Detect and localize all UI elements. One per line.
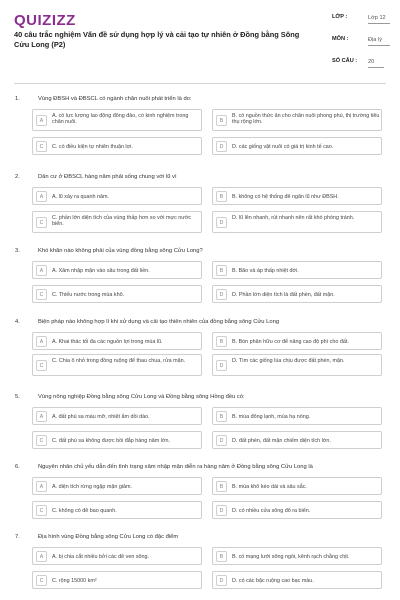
option-letter: B [216,115,227,126]
option-letter: A [36,265,47,276]
option-text: B. có nguồn thức ăn cho chăn nuôi phong phú, thị trường tiêu thụ rộng lớn. [232,113,380,126]
option-letter: D [216,141,227,152]
option-text: B. Bão và áp thấp nhiệt đới. [232,267,299,274]
question-text: Khó khăn nào không phải của vùng đồng bằng sông Cửu Long? [38,248,203,254]
meta-label-subject: MÔN : [332,36,349,42]
option-letter: B [216,336,227,347]
option-text: A. bị chia cắt nhiều bởi các đê ven sông. [52,553,150,560]
option-letter: D [216,360,227,371]
option-b[interactable] [212,261,382,279]
question-number: 7. [15,534,20,540]
option-text: D. Tìm các giống lúa chịu được đất phèn, mặn. [232,358,345,364]
option-letter: D [216,217,227,228]
option-d[interactable] [212,354,382,376]
question-text: Dân cư ở ĐBSCL hàng năm phải sống chung với lũ vì [38,174,177,180]
option-a[interactable] [32,187,202,205]
question-number: 5. [15,394,20,400]
option-letter: C [36,435,47,446]
meta-label-count: SỐ CÂU : [332,58,358,64]
option-a[interactable] [32,407,202,425]
meta-value-subject: Địa lý [368,36,390,46]
header-divider [14,83,386,84]
option-c[interactable] [32,501,202,519]
meta-value-class: Lớp 12 [368,14,390,24]
option-d[interactable] [212,501,382,519]
option-letter: D [216,575,227,586]
question-number: 4. [15,319,20,325]
question-text: Vùng nông nghiệp Đồng bằng sông Cửu Long và Đồng bằng sông Hồng đều có: [38,394,245,400]
option-c[interactable] [32,137,202,155]
option-d[interactable] [212,137,382,155]
quizizz-logo: QUIZIZZ [14,12,76,29]
option-text: D. các giống vật nuôi có giá trị kinh tế cao. [232,143,334,150]
option-letter: B [216,411,227,422]
option-letter: D [216,505,227,516]
option-text: B. Bón phân hữu cơ để nâng cao độ phì cho đất. [232,338,349,345]
option-text: A. diện tích rừng ngập mặn giảm. [52,483,133,490]
option-text: D. lũ lên nhanh, rút nhanh nên rất khó phòng tránh. [232,215,355,221]
option-letter: C [36,360,47,371]
option-c[interactable] [32,571,202,589]
meta-row-subject [332,36,392,58]
option-text: A. lũ xảy ra quanh năm. [52,193,109,200]
option-letter: C [36,141,47,152]
option-text: A. có lực lượng lao động đông đảo, có kinh nghiệm trong chăn nuôi. [52,113,189,126]
question-number: 3. [15,248,20,254]
option-text: C. phần lớn diện tích của vùng thấp hơn so với mực nước biển. [52,215,192,228]
question-text: Địa hình vùng Đồng bằng sông Cửu Long có đặc điểm [38,534,179,540]
option-letter: A [36,115,47,126]
option-text: D. đất phèn, đất mặn chiếm diện tích lớn. [232,437,331,444]
option-text: D. Phần lớn diện tích là đất phèn, đất mặn. [232,291,335,298]
option-text: A. đất phù sa màu mỡ, nhiệt ẩm dồi dào. [52,413,150,420]
option-text: D. có các bậc ruộng cao bạc màu. [232,577,314,584]
question-text: Nguyên nhân chủ yếu dẫn đến tình trạng xâm nhập mặn diễn ra hàng năm ở Đồng bằng sông Cửu Long là [38,464,313,470]
option-b[interactable] [212,187,382,205]
page-title: 40 câu trắc nghiệm Vấn đề sử dụng hợp lý và cải tạo tự nhiên ở Đồng bằng Sông Cửu Long (P2) [14,30,300,49]
option-a[interactable] [32,547,202,565]
option-b[interactable] [212,477,382,495]
option-text: B. mùa đông lạnh, mùa hạ nóng. [232,413,311,420]
option-letter: C [36,217,47,228]
option-text: A. Khai thác tối đa các nguồn lợi trong mùa lũ. [52,338,163,345]
option-text: B. có mạng lưới sông ngòi, kênh rạch chằng chịt. [232,553,350,560]
option-letter: B [216,191,227,202]
option-letter: B [216,265,227,276]
option-c[interactable] [32,285,202,303]
option-c[interactable] [32,211,202,233]
option-text: A. Xâm nhập mặn vào sâu trong đất liền. [52,267,150,274]
option-text: C. có điều kiện tự nhiên thuận lợi. [52,143,133,150]
worksheet-meta [332,14,392,80]
option-text: C. không có đê bao quanh. [52,507,117,514]
option-letter: C [36,289,47,300]
option-text: C. đất phù sa không được bồi đắp hàng năm lớn. [52,437,170,444]
meta-row-count [332,58,392,80]
option-a[interactable] [32,261,202,279]
option-d[interactable] [212,571,382,589]
option-letter: A [36,336,47,347]
option-b[interactable] [212,547,382,565]
option-letter: C [36,575,47,586]
option-letter: D [216,435,227,446]
option-letter: D [216,289,227,300]
option-d[interactable] [212,211,382,233]
option-a[interactable] [32,332,202,350]
meta-label-class: LỚP : [332,14,348,20]
question-text: Vùng ĐBSH và ĐBSCL có ngành chăn nuôi phát triển là do: [38,96,192,102]
option-b[interactable] [212,332,382,350]
option-text: B. mùa khô kéo dài và sâu sắc. [232,483,307,490]
option-letter: A [36,411,47,422]
option-text: D. có nhiều cửa sông đổ ra biển. [232,507,311,514]
option-text: C. rộng 15000 km² [52,577,97,584]
option-c[interactable] [32,431,202,449]
meta-value-count: 20 [368,58,384,68]
option-d[interactable] [212,285,382,303]
option-letter: B [216,551,227,562]
option-d[interactable] [212,431,382,449]
option-letter: A [36,481,47,492]
option-text: B. không có hệ thống đê ngăn lũ như ĐBSH. [232,193,339,200]
option-letter: B [216,481,227,492]
option-text: C. Chia ô nhỏ trong đồng ruộng để thau chua, rửa mặn. [52,358,186,364]
option-a[interactable] [32,477,202,495]
option-b[interactable] [212,407,382,425]
question-text: Biện pháp nào không hợp lí khi sử dụng và cải tạo thiên nhiên của đồng bằng sông Cửu Long [38,319,280,325]
question-number: 6. [15,464,20,470]
question-number: 1. [15,96,20,102]
question-number: 2. [15,174,20,180]
option-text: C. Thiếu nước trong mùa khô. [52,291,125,298]
option-b[interactable] [212,109,382,131]
option-a[interactable] [32,109,202,131]
option-c[interactable] [32,354,202,376]
worksheet-header [0,0,400,82]
option-letter: A [36,191,47,202]
option-letter: A [36,551,47,562]
option-letter: C [36,505,47,516]
meta-row-class [332,14,392,36]
